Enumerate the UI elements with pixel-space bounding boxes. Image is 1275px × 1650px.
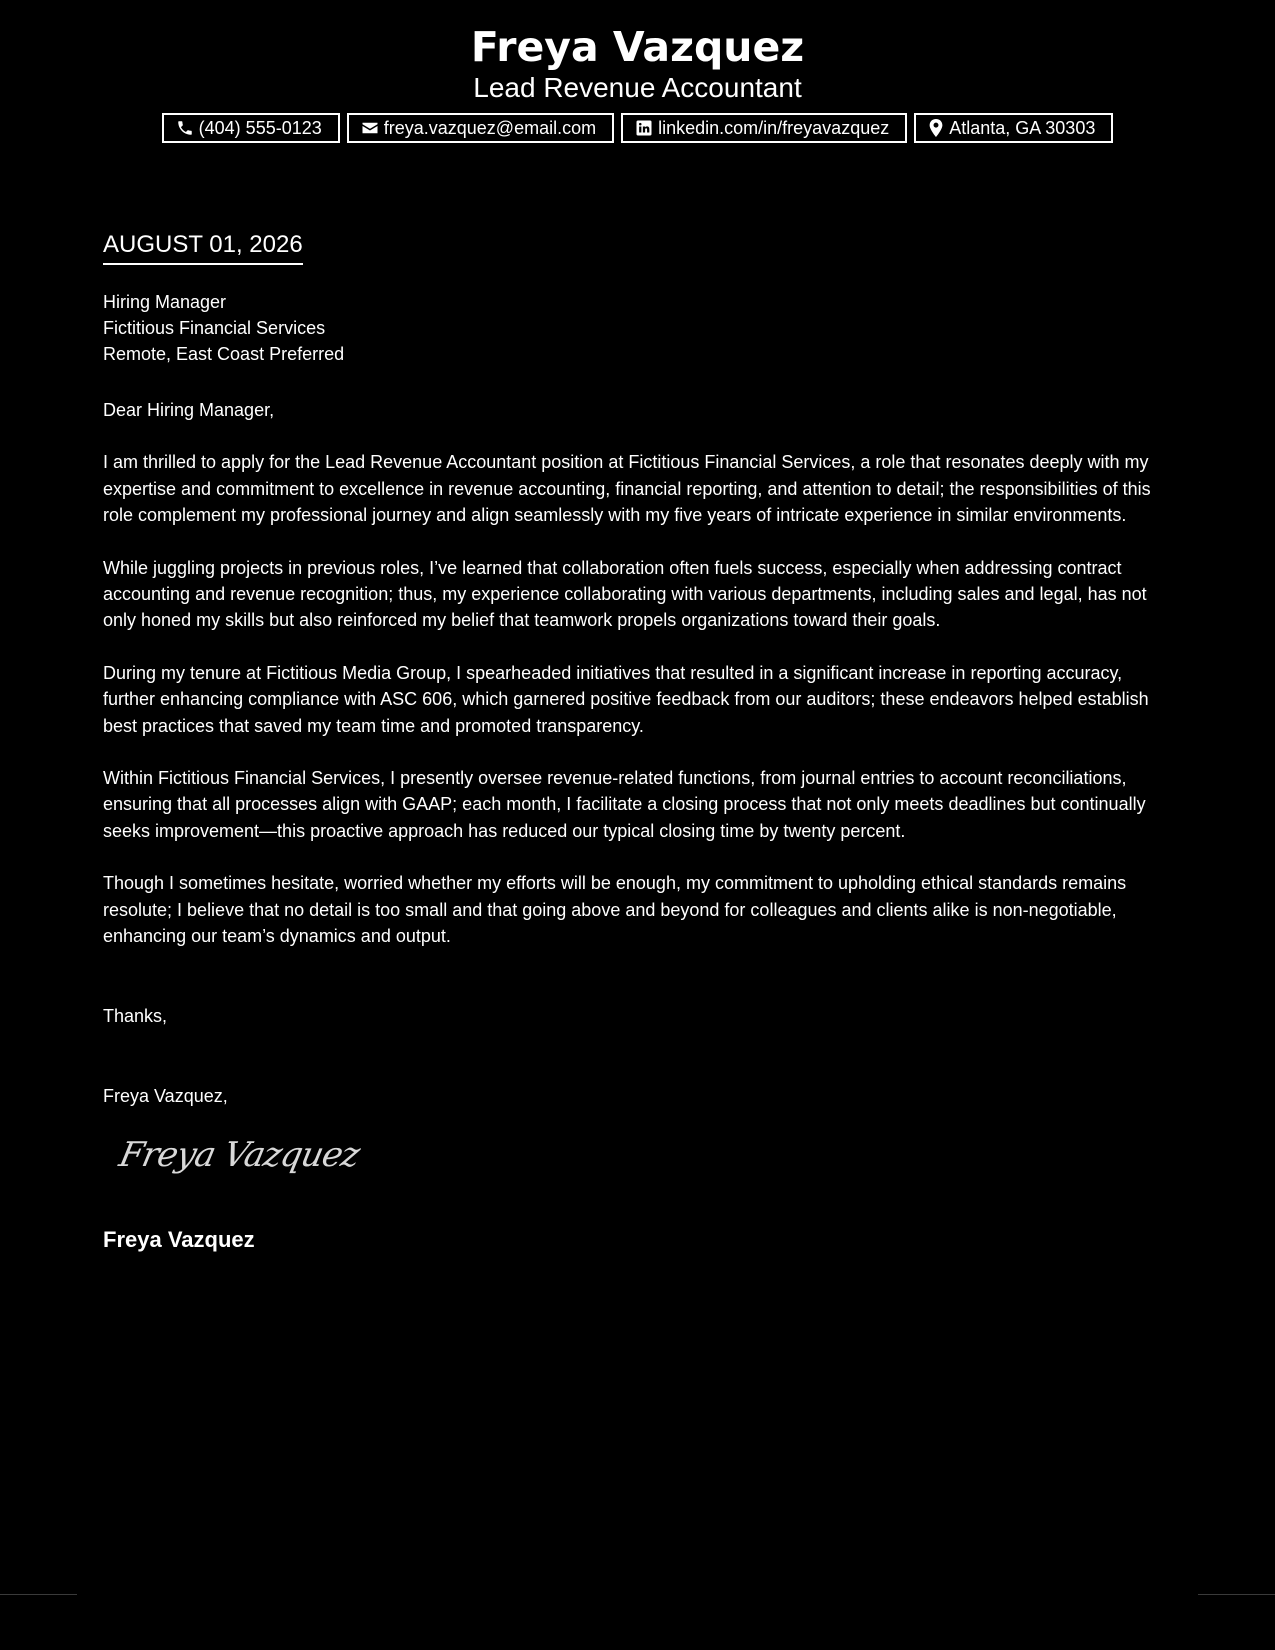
map-pin-icon [928, 119, 944, 137]
letter-header [0, 22, 1275, 104]
contact-location[interactable] [914, 113, 1113, 143]
contact-phone[interactable] [162, 113, 340, 143]
linkedin-icon [635, 119, 653, 137]
footer-divider-left [0, 1594, 77, 1595]
recipient-line: Remote, East Coast Preferred [103, 344, 345, 364]
letter-body [103, 397, 1178, 976]
recipient-line: Hiring Manager [103, 292, 227, 312]
salutation: Dear Hiring Manager, [103, 400, 275, 420]
handwritten-signature: Freya Vazquez [115, 1135, 363, 1175]
signoff-name: Freya Vazquez, [103, 1086, 228, 1106]
contact-phone-text: (404) 555-0123 [198, 118, 322, 138]
body-paragraph: Though I sometimes hesitate, worried whether my efforts will be enough, my commitment to upholding ethical standards remains resolute; I believe that no detail is too small and that going above and beyond for colleagues and clients alike is non-negotiable, enhancing our team’s dynamics and output. [103, 873, 1127, 947]
footer-divider-right [1198, 1594, 1275, 1595]
envelope-icon [361, 119, 379, 137]
letter-date: AUGUST 01, 2026 [103, 230, 303, 265]
contact-bar [0, 113, 1275, 143]
contact-email-text: freya.vazquez@email.com [383, 118, 597, 138]
closing: Thanks, [103, 1006, 168, 1026]
contact-linkedin-text: linkedin.com/in/freyavazquez [658, 118, 890, 138]
body-paragraph: While juggling projects in previous roles, I’ve learned that collaboration often fuels success, especially when addressing contract accounting and revenue recognition; thus, my experience collaborating with various departments, including sales and legal, has not only honed my skills but also reinforced my belief that teamwork propels organizations toward their goals. [103, 557, 1147, 631]
body-paragraph: Within Fictitious Financial Services, I presently oversee revenue-related functions, from journal entries to account reconciliations, ensuring that all processes align with GAAP; each month, I facilitate a closing process that not only meets deadlines but continually seeks improvement—this proactive approach has reduced our typical closing time by twenty percent. [103, 768, 1146, 841]
contact-location-text: Atlanta, GA 30303 [949, 118, 1096, 138]
recipient-block [103, 289, 344, 367]
applicant-name: Freya Vazquez [470, 23, 805, 71]
signed-name: Freya Vazquez [103, 1227, 255, 1252]
contact-email[interactable] [347, 113, 614, 143]
phone-icon [176, 119, 194, 137]
body-paragraph: I am thrilled to apply for the Lead Revenue Accountant position at Fictitious Financial Services, a role that resonates deeply with my expertise and commitment to excellence in revenue accounting, financial reporting, and attention to detail; the responsibilities of this role complement my professional journey and align seamlessly with my five years of intricate experience in similar environments. [103, 452, 1151, 526]
body-paragraph: During my tenure at Fictitious Media Group, I spearheaded initiatives that resulted in a significant increase in reporting accuracy, further enhancing compliance with ASC 606, which garnered positive feedback from our auditors; these endeavors helped establish best practices that saved my team time and promoted transparency. [103, 662, 1149, 736]
contact-linkedin[interactable] [621, 113, 907, 143]
recipient-line: Fictitious Financial Services [103, 318, 326, 338]
applicant-title: Lead Revenue Accountant [473, 72, 802, 103]
